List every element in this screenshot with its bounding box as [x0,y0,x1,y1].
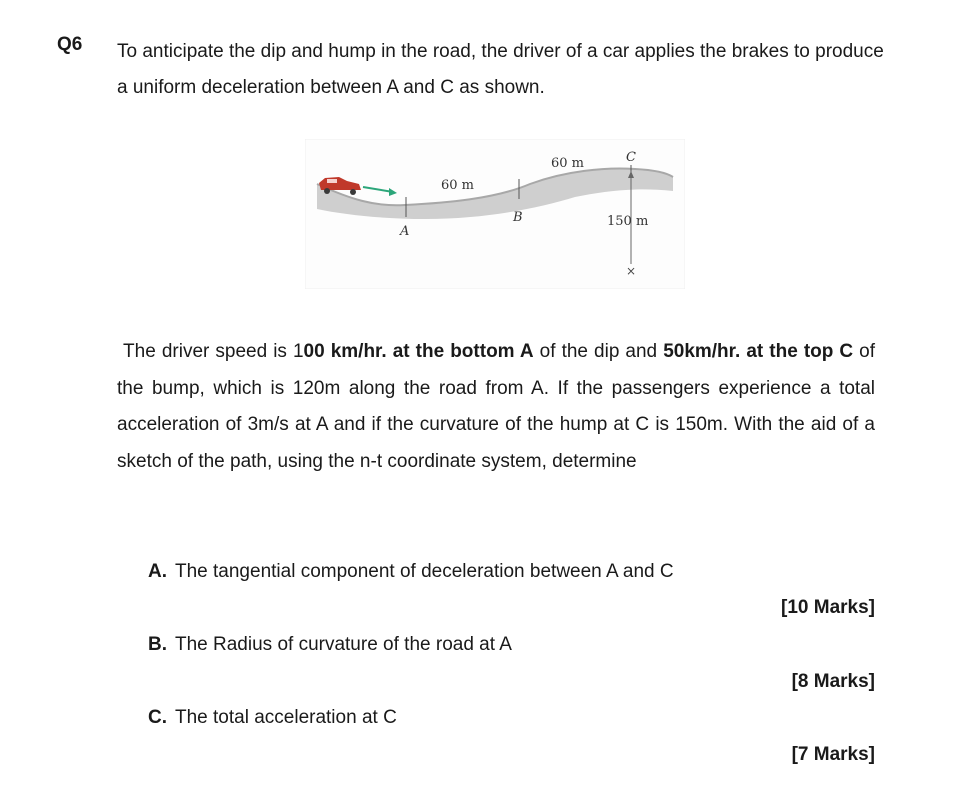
marks-a: [10 Marks] [781,597,875,618]
sub-question-text: The total acceleration at C [175,707,397,728]
marks-c: [7 Marks] [791,744,875,765]
para-text-2: of the dip and [533,341,664,362]
problem-paragraph [117,334,875,480]
sub-question-text: The tangential component of deceleration between A and C [175,561,674,582]
label-c: C [626,150,636,165]
center-mark: × [626,264,637,278]
dist-ab: 60 m [441,178,475,193]
para-bold-1: 00 km/hr. at the bottom A [303,341,534,362]
dist-bc: 60 m [551,156,585,171]
sub-question-label: B. [148,634,167,655]
question-number: Q6 [57,34,83,55]
radius-label: 150 m [607,214,649,229]
sub-question-a [148,561,674,583]
sub-question-c [148,707,397,729]
para-bold-2: 50km/hr. at the top C [663,341,854,362]
para-text-3: of the bump, which is 120m along the road from A. If the passengers experience a total acceleration of 3m/s at A and if the curvature of the hump at C is 150m. With the aid of a sketch of the path, using the n-t coordinate system, determine [117,341,876,472]
para-text-1: The driver speed is 1 [123,341,304,362]
sub-question-label: A. [148,561,167,582]
question-intro: To anticipate the dip and hump in the road, the driver of a car applies the brakes to produce a uniform deceleration between A and C as shown. [117,41,884,98]
label-b: B [513,210,523,225]
sub-question-label: C. [148,707,167,728]
marks-b: [8 Marks] [791,671,875,692]
label-a: A [400,224,410,239]
sub-question-text: The Radius of curvature of the road at A [175,634,512,655]
road-figure [305,139,685,289]
sub-question-b [148,634,512,656]
